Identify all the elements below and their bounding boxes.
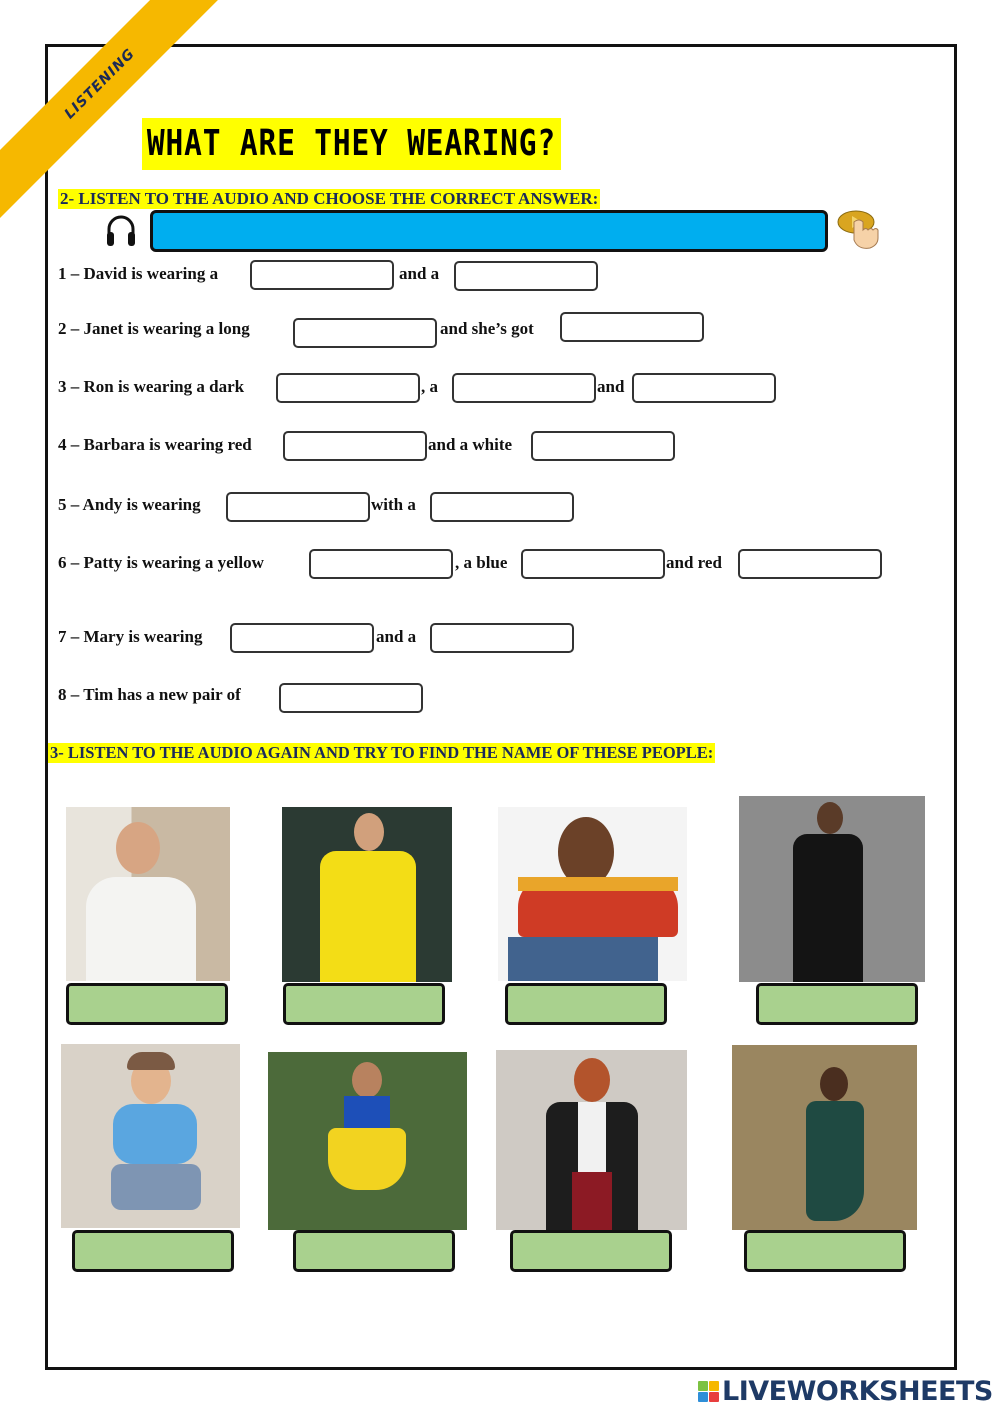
name-answer-box-4[interactable]: [756, 983, 918, 1025]
sentence-5-text: 5 – Andy is wearing: [58, 495, 201, 514]
sentence-1-text: 1 – David is wearing a: [58, 264, 219, 283]
sentence-2-text: 2 – Janet is wearing a long: [58, 319, 250, 338]
sentence-3-text: 3 – Ron is wearing a dark: [58, 377, 245, 396]
answer-5b-input[interactable]: [430, 492, 574, 522]
answer-3c-input[interactable]: [632, 373, 776, 403]
worksheet-title: WHAT ARE THEY WEARING?: [142, 118, 561, 170]
play-button-icon[interactable]: [834, 208, 890, 252]
answer-3a-input[interactable]: [276, 373, 420, 403]
sentence-8-text: 8 – Tim has a new pair of: [58, 685, 241, 704]
ribbon-label: LISTENING: [61, 45, 139, 123]
sentence-6-text: 6 – Patty is wearing a yellow: [58, 553, 264, 572]
sentence-6-text-2: , a blue: [455, 553, 508, 572]
section-2-heading: 2- LISTEN TO THE AUDIO AND CHOOSE THE CORRECT ANSWER:: [60, 189, 599, 208]
photo-man-yellow-suit: [282, 807, 452, 982]
answer-7a-input[interactable]: [230, 623, 374, 653]
name-answer-box-1[interactable]: [66, 983, 228, 1025]
logo-text: LIVEWORKSHEETS: [722, 1376, 993, 1407]
answer-1b-input[interactable]: [454, 261, 598, 291]
headphones-icon: [104, 212, 138, 248]
sentence-3-text-3: and: [597, 377, 625, 396]
answer-2b-input[interactable]: [560, 312, 704, 342]
logo-squares-icon: [698, 1381, 719, 1402]
sentence-1-text-2: and a: [399, 264, 440, 283]
sentence-4-text-2: and a white: [428, 435, 513, 454]
sentence-2-text-2: and she’s got: [440, 319, 534, 338]
sentence-6-text-3: and red: [666, 553, 722, 572]
answer-3b-input[interactable]: [452, 373, 596, 403]
photo-woman-yellow-skirt: [268, 1052, 467, 1230]
photo-woman-red-jacket: [498, 807, 687, 981]
photo-man-white-tshirt: [66, 807, 230, 981]
sentence-5-text-2: with a: [371, 495, 416, 514]
answer-4a-input[interactable]: [283, 431, 427, 461]
answer-6b-input[interactable]: [521, 549, 665, 579]
answer-2a-input[interactable]: [293, 318, 437, 348]
sentence-7-text-2: and a: [376, 627, 417, 646]
photo-woman-green-dress: [732, 1045, 917, 1230]
name-answer-box-2[interactable]: [283, 983, 445, 1025]
answer-1a-input[interactable]: [250, 260, 394, 290]
section-3-heading: 3- LISTEN TO THE AUDIO AGAIN AND TRY TO FIND THE NAME OF THESE PEOPLE:: [50, 743, 714, 762]
answer-6c-input[interactable]: [738, 549, 882, 579]
audio-player-bar[interactable]: [150, 210, 828, 252]
answer-5a-input[interactable]: [226, 492, 370, 522]
photo-boy-blue-tshirt: [61, 1044, 240, 1228]
sentence-3-text-2: , a: [421, 377, 438, 396]
answer-8a-input[interactable]: [279, 683, 423, 713]
answer-7b-input[interactable]: [430, 623, 574, 653]
name-answer-box-5[interactable]: [72, 1230, 234, 1272]
sentence-7-text: 7 – Mary is wearing: [58, 627, 203, 646]
name-answer-box-8[interactable]: [744, 1230, 906, 1272]
name-answer-box-7[interactable]: [510, 1230, 672, 1272]
answer-6a-input[interactable]: [309, 549, 453, 579]
sentence-4-text: 4 – Barbara is wearing red: [58, 435, 252, 454]
name-answer-box-6[interactable]: [293, 1230, 455, 1272]
liveworksheets-logo: [698, 1376, 993, 1407]
answer-4b-input[interactable]: [531, 431, 675, 461]
photo-man-black-suit: [739, 796, 925, 982]
photo-woman-black-coat: [496, 1050, 687, 1230]
name-answer-box-3[interactable]: [505, 983, 667, 1025]
